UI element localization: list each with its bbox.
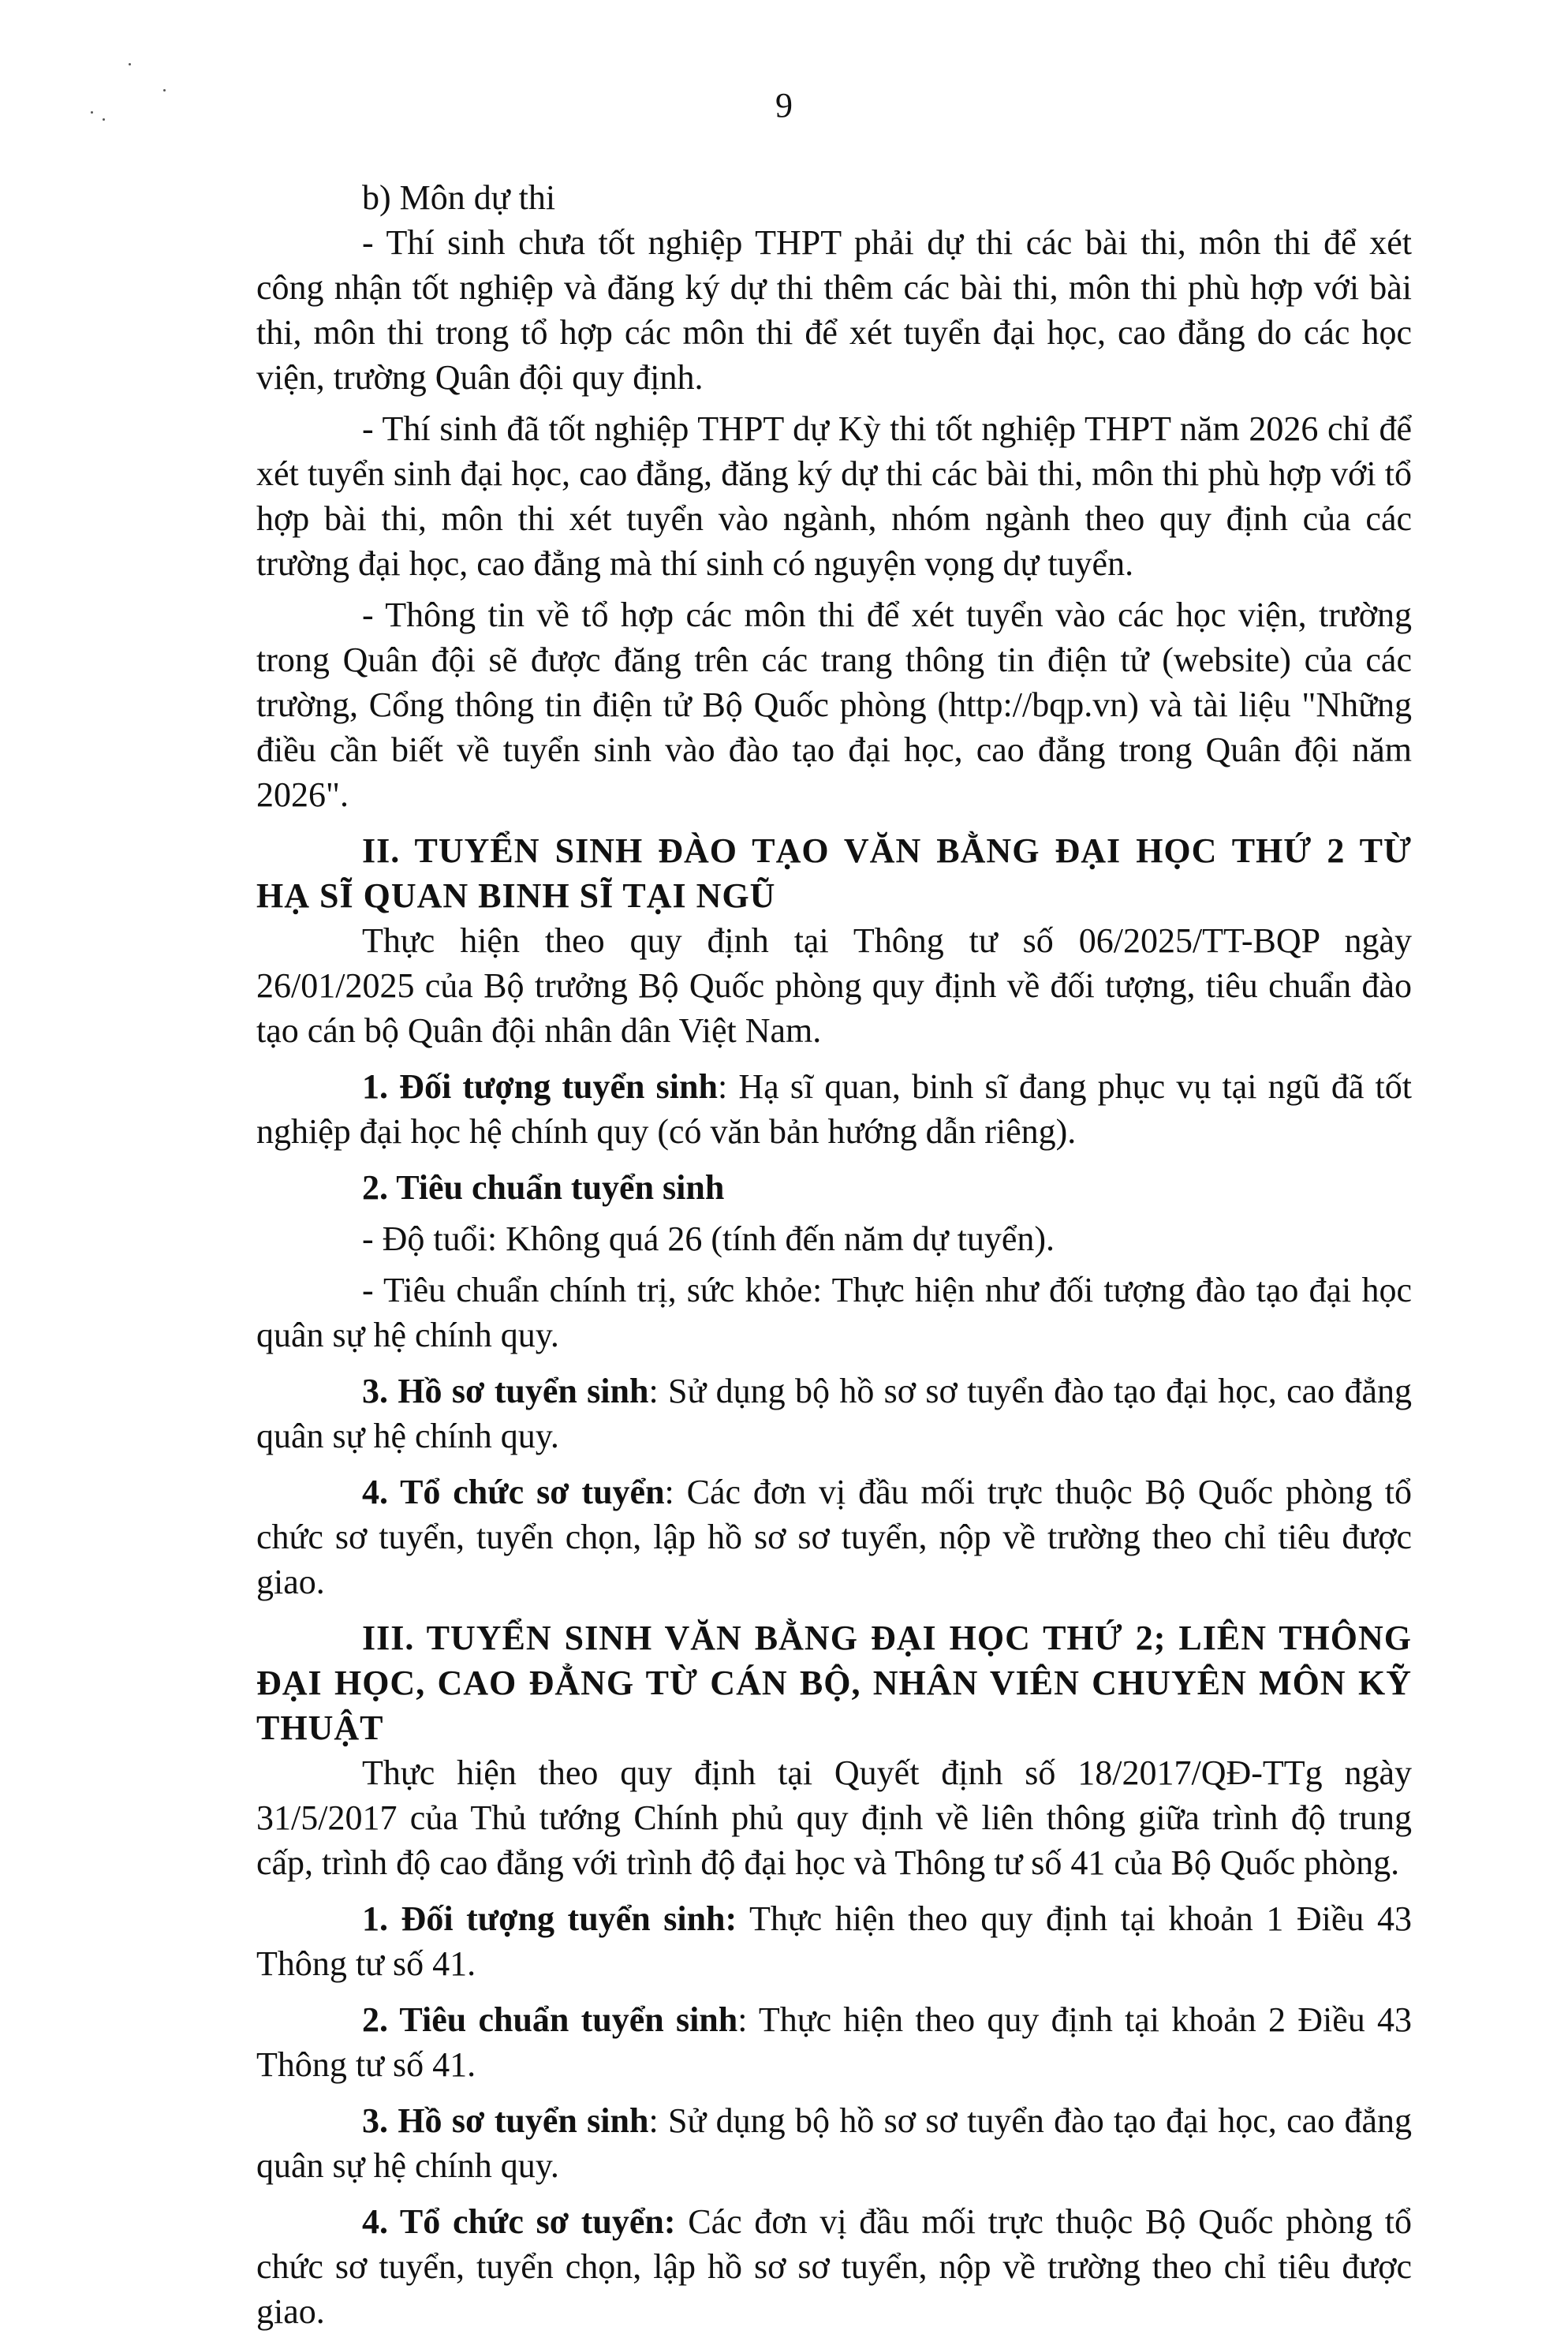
section-b-title: b) Môn dự thi [362, 178, 556, 217]
section-b-paragraph-1: - Thí sinh chưa tốt nghiệp THPT phải dự thi các bài thi, môn thi để xét công nhận tốt nghiệp và đăng ký dự thi thêm các bài thi, môn thi phù hợp với bài thi, môn thi trong tổ hợp các môn thi để xét tuyển đại học, cao đẳng do các học viện, trường Quân đội quy định. [256, 223, 1412, 397]
section-iii-item-3-label: 3. Hồ sơ tuyển sinh [362, 2101, 649, 2140]
section-iii-item-4-label: 4. Tổ chức sơ tuyển: [362, 2202, 676, 2241]
section-iii-item-3 [256, 2098, 1412, 2188]
section-iii-intro: Thực hiện theo quy định tại Quyết định số 18/2017/QĐ-TTg ngày 31/5/2017 của Thủ tướng Chính phủ quy định về liên thông giữa trình độ trung cấp, trình độ cao đẳng với trình độ đại học và Thông tư số 41 của Bộ Quốc phòng. [256, 1753, 1412, 1882]
section-ii-item-2 [256, 1165, 1412, 1210]
section-ii-item-1-label: 1. Đối tượng tuyển sinh [362, 1067, 718, 1106]
section-ii-item-2-age: - Độ tuổi: Không quá 26 (tính đến năm dự tuyển). [362, 1219, 1055, 1258]
section-ii-item-4-text: : Các đơn vị đầu mối trực thuộc Bộ Quốc phòng tổ chức sơ tuyển, tuyển chọn, lập hồ sơ sơ tuyển, nộp về trường theo chỉ tiêu được giao. [256, 1473, 1412, 1601]
section-iii-item-2-label: 2. Tiêu chuẩn tuyển sinh [362, 2000, 738, 2039]
section-iii-heading: III. TUYỂN SINH VĂN BẰNG ĐẠI HỌC THỨ 2; LIÊN THÔNG ĐẠI HỌC, CAO ĐẲNG TỪ CÁN BỘ, NHÂN VIÊN CHUYÊN MÔN KỸ THUẬT [256, 1619, 1412, 1747]
section-ii-item-4 [256, 1469, 1412, 1604]
section-ii-item-3-label: 3. Hồ sơ tuyển sinh [362, 1372, 649, 1410]
section-iii-item-4 [256, 2199, 1412, 2334]
section-ii-item-3-text: : Sử dụng bộ hồ sơ sơ tuyển đào tạo đại học, cao đẳng quân sự hệ chính quy. [256, 1372, 1412, 1455]
section-ii-item-4-label: 4. Tổ chức sơ tuyển [362, 1473, 665, 1511]
section-ii-item-2-health: - Tiêu chuẩn chính trị, sức khỏe: Thực hiện như đối tượng đào tạo đại học quân sự hệ chính quy. [256, 1271, 1412, 1354]
section-ii-heading: II. TUYỂN SINH ĐÀO TẠO VĂN BẰNG ĐẠI HỌC THỨ 2 TỪ HẠ SĨ QUAN BINH SĨ TẠI NGŨ [256, 831, 1412, 915]
section-iii-item-1 [256, 1896, 1412, 1986]
section-iii-item-4-text: Các đơn vị đầu mối trực thuộc Bộ Quốc phòng tổ chức sơ tuyển, tuyển chọn, lập hồ sơ sơ tuyển, nộp về trường theo chỉ tiêu được giao. [256, 2202, 1412, 2331]
section-iii-item-1-text: Thực hiện theo quy định tại khoản 1 Điều 43 Thông tư số 41. [256, 1899, 1412, 1983]
section-ii-item-1-text: : Hạ sĩ quan, binh sĩ đang phục vụ tại ngũ đã tốt nghiệp đại học hệ chính quy (có văn bản hướng dẫn riêng). [256, 1067, 1412, 1151]
section-b-paragraph-3: - Thông tin về tổ hợp các môn thi để xét tuyển vào các học viện, trường trong Quân đội sẽ được đăng trên các trang thông tin điện tử (website) của các trường, Cổng thông tin điện tử Bộ Quốc phòng (http://bqp.vn) và tài liệu "Những điều cần biết về tuyển sinh vào đào tạo đại học, cao đẳng trong Quân đội năm 2026". [256, 596, 1412, 814]
section-b-paragraph-2: - Thí sinh đã tốt nghiệp THPT dự Kỳ thi tốt nghiệp THPT năm 2026 chỉ để xét tuyển sinh đại học, cao đẳng, đăng ký dự thi các bài thi, môn thi phù hợp với tổ hợp bài thi, môn thi xét tuyển vào ngành, nhóm ngành theo quy định của các trường đại học, cao đẳng mà thí sinh có nguyện vọng dự tuyển. [256, 409, 1412, 583]
section-ii-intro: Thực hiện theo quy định tại Thông tư số 06/2025/TT-BQP ngày 26/01/2025 của Bộ trưởng Bộ Quốc phòng quy định về đối tượng, tiêu chuẩn đào tạo cán bộ Quân đội nhân dân Việt Nam. [256, 921, 1412, 1050]
section-iii-item-2 [256, 1997, 1412, 2087]
page-number: 9 [775, 86, 793, 125]
section-iii-item-2-text: : Thực hiện theo quy định tại khoản 2 Điều 43 Thông tư số 41. [256, 2000, 1413, 2084]
section-ii-item-2-label: 2. Tiêu chuẩn tuyển sinh [362, 1168, 725, 1207]
document-body [256, 175, 1412, 2334]
section-ii-item-3 [256, 1369, 1412, 1458]
section-iii-item-1-label: 1. Đối tượng tuyển sinh: [362, 1899, 737, 1938]
section-iii-item-3-text: : Sử dụng bộ hồ sơ sơ tuyển đào tạo đại học, cao đẳng quân sự hệ chính quy. [256, 2101, 1412, 2185]
section-ii-item-1 [256, 1064, 1412, 1154]
